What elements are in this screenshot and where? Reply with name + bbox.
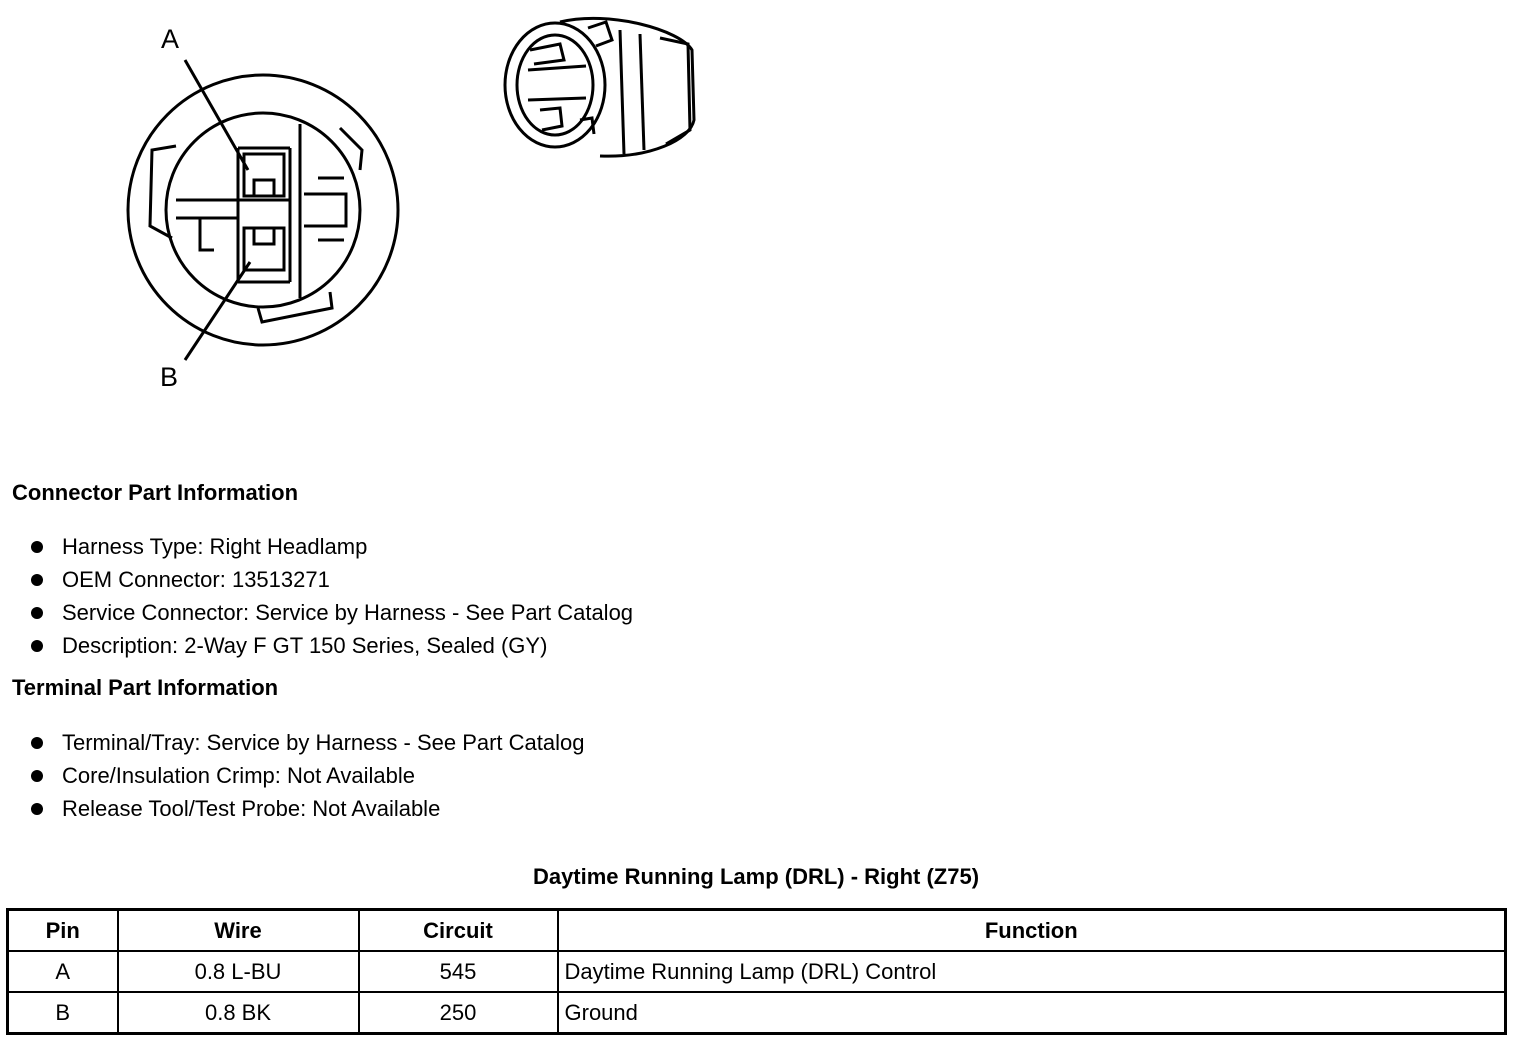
- list-item: Harness Type: Right Headlamp: [28, 530, 633, 563]
- cell-circuit: 545: [359, 951, 558, 992]
- column-header-function: Function: [558, 910, 1506, 952]
- connector-face-view-drawing: [0, 0, 760, 420]
- cell-wire: 0.8 L-BU: [118, 951, 359, 992]
- bullet-icon: [31, 803, 43, 815]
- terminal-info-title: Terminal Part Information: [12, 675, 279, 700]
- cell-wire: 0.8 BK: [118, 992, 359, 1034]
- terminal-info-list: [28, 726, 585, 825]
- pinout-table: [6, 908, 1507, 1035]
- cell-circuit: 250: [359, 992, 558, 1034]
- column-header-wire: Wire: [118, 910, 359, 952]
- connector-info-title: Connector Part Information: [12, 480, 299, 505]
- list-item: Description: 2-Way F GT 150 Series, Sealed (GY): [28, 629, 633, 662]
- bullet-icon: [31, 737, 43, 749]
- list-item: Core/Insulation Crimp: Not Available: [28, 759, 585, 792]
- column-header-pin: Pin: [8, 910, 118, 952]
- list-item: Release Tool/Test Probe: Not Available: [28, 792, 585, 825]
- list-item: Service Connector: Service by Harness - See Part Catalog: [28, 596, 633, 629]
- table-row: [8, 951, 1506, 992]
- bullet-icon: [31, 640, 43, 652]
- bullet-icon: [31, 574, 43, 586]
- table-row: [8, 992, 1506, 1034]
- bullet-icon: [31, 770, 43, 782]
- cell-function: Ground: [558, 992, 1506, 1034]
- cell-pin: A: [8, 951, 118, 992]
- cell-pin: B: [8, 992, 118, 1034]
- connector-info-list: [28, 530, 633, 662]
- list-item: Terminal/Tray: Service by Harness - See Part Catalog: [28, 726, 585, 759]
- list-item: OEM Connector: 13513271: [28, 563, 633, 596]
- cell-function: Daytime Running Lamp (DRL) Control: [558, 951, 1506, 992]
- column-header-circuit: Circuit: [359, 910, 558, 952]
- bullet-icon: [31, 541, 43, 553]
- connector-diagram: [0, 0, 760, 420]
- bullet-icon: [31, 607, 43, 619]
- connector-perspective-view: [505, 18, 694, 156]
- table-header-row: [8, 910, 1506, 952]
- pin-a-label: A: [161, 24, 180, 54]
- table-title: Daytime Running Lamp (DRL) - Right (Z75): [532, 864, 980, 889]
- pin-b-label: B: [160, 362, 179, 392]
